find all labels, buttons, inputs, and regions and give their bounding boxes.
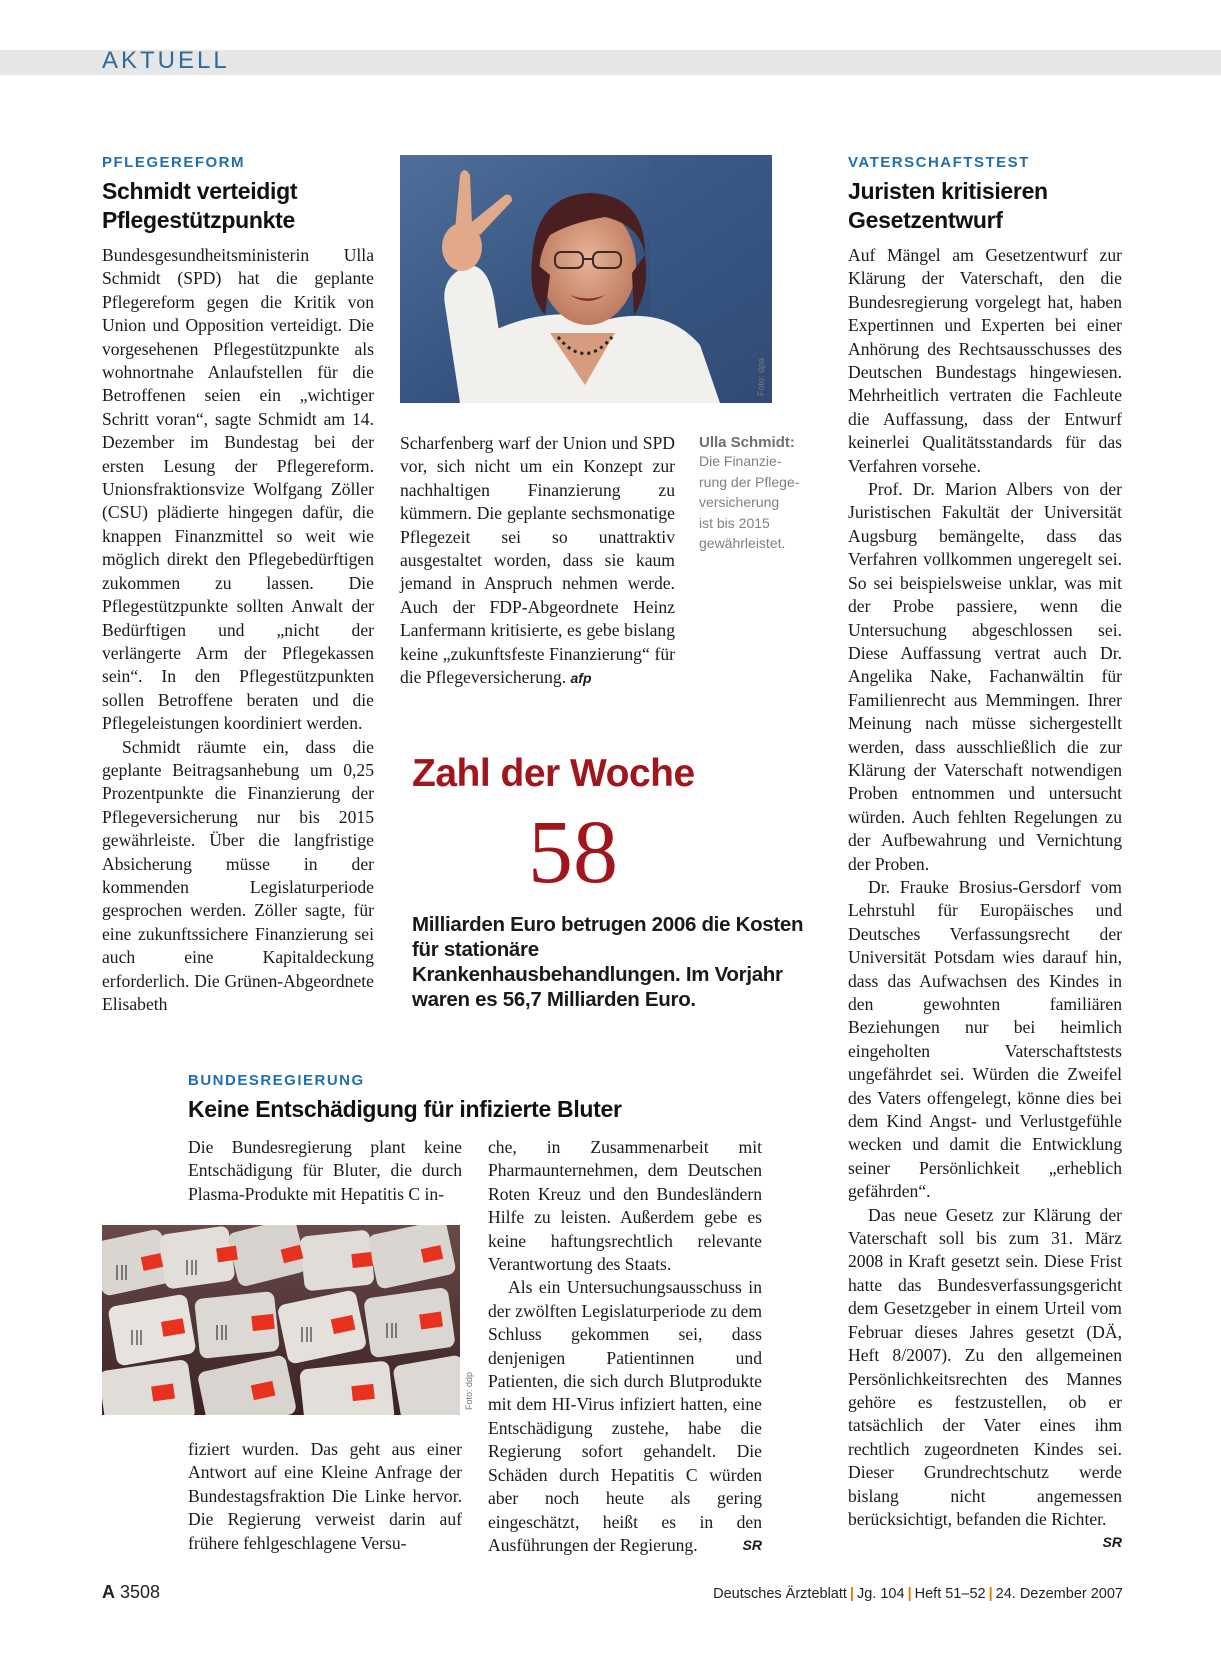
article1-headline: Schmidt verteidigt Pflegestützpunkte — [102, 178, 298, 233]
journal-volume: Jg. 104 — [856, 1586, 905, 1602]
article2-paragraph — [488, 1276, 762, 1557]
article2-paragraph: che, in Zusammenarbeit mit Pharmaunternehmen, dem Deutschen Roten Kreuz und den Bundesländern Hilfe zu leisten. Außerdem gebe es keine haftungsrechtlich relevante Verantwortung des Staats. — [488, 1137, 762, 1275]
article1-column2 — [400, 432, 675, 690]
article1-signature: afp — [570, 670, 592, 687]
issue-date: 24. Dezember 2007 — [995, 1586, 1123, 1602]
publication-info — [713, 1586, 1123, 1602]
photo-credit: Foto: ddp — [464, 1371, 474, 1410]
journal-name: Deutsches Ärzteblatt — [713, 1586, 847, 1602]
article1-paragraph: Bundesgesundheitsministerin Ulla Schmidt (SPD) hat die geplante Pflegereform gegen die Kritik von Union und Opposition verteidigt. Die vorgesehenen Pflegestützpunkte als wohnortnahe Anlaufstellen für die Betroffenen seien ein „wichtiger Schritt voran“, sagte Schmidt am 14. Dezember im Bundestag bei der ersten Lesung der Pflegereform. Unionsfraktionsvize Wolfgang Zöller (CSU) plädierte hingegen dafür, die knappen Finanzmittel so weit wie möglich direkt den Pflegebedürftigen zukommen zu lassen. Die Pflegestützpunkte sollten Anwalt der Bedürftigen und „nicht der verlängerte Arm der Pflegekassen sein“. In den Pflegestützpunkten sollen Betroffene beraten und die Pflegeleistungen koordiniert werden. — [102, 245, 374, 734]
article3-paragraph: Prof. Dr. Marion Albers von der Juristischen Fakultät der Universität Augsburg bemängelte, dass das Verfahren vollkommen ungeregelt sei. So sei beispielsweise unklar, was mit der Probe passiere, wenn die Untersuchung abgeschlossen sei. Diese Auffassung vertrat auch Dr. Angelika Nake, Fachanwältin für Familienrecht aus Memmingen. Ihrer Meinung nach müsse sichergestellt werden, dass ausschließlich die zur Klärung der Vaterschaft notwendigen Proben entnommen und untersucht würden. Auch fehlten Regelungen zu der Aufbewahrung und Vernichtung der Proben. — [848, 479, 1122, 874]
article2-paragraph-text: Als ein Untersuchungsausschuss in der zwölften Legislaturperiode zu dem Schluss gekommen sei, dass denjenigen Patientinnen und Patienten, die sich durch Blutprodukte mit dem HI-Virus infiziert hatten, eine Entschädigung zustehe, habe die Regierung sofort gehandelt. Die Schäden durch Hepatitis C würden aber noch heute als gering eingeschätzt, heißt es in den Ausführungen der Regierung. — [488, 1277, 762, 1555]
article2-paragraph: Die Bundesregierung plant keine Entschädigung für Bluter, die durch Plasma-Produkte mit Hepatitis C in- — [188, 1137, 462, 1204]
article1-paragraph — [400, 432, 675, 690]
article1-paragraph: Schmidt räumte ein, dass die geplante Beitragsanhebung um 0,25 Prozentpunkte die Finanzierung der Pflegeversicherung nur bis 2015 gewährleiste. Über die langfristige Absicherung müsse in der kommenden Legislaturperiode gesprochen werden. Zöller sagte, für eine zukunftssichere Finanzierung sei auch eine Kapitaldeckung erforderlich. Die Grünen-Abgeordnete Elisabeth — [102, 736, 374, 1014]
article2-column2 — [488, 1136, 762, 1557]
article3-paragraph: Dr. Frauke Brosius-Gersdorf vom Lehrstuhl für Europäisches und Deutsches Verfassungsrecht der Universität Potsdam wies darauf hin, dass das Aufwachsen des Kindes in den gewohnten familiären Beziehungen nur bei heimlich eingeholten Vaterschaftstests ungefährdet sei. Würden die Zweifel des Vaters offengelegt, könne dies bei dem Kind Angst- und Verlustgefühle wecken und damit die Entwicklung seiner Persönlichkeit „erheblich gefährden“. — [848, 876, 1122, 1202]
zahl-der-woche-title: Zahl der Woche — [412, 752, 695, 795]
article2-signature: SR — [742, 1536, 762, 1553]
article1-column1 — [102, 244, 374, 1016]
photo-credit: Foto: dpa — [756, 357, 766, 396]
article2-kicker: BUNDESREGIERUNG — [188, 1072, 365, 1089]
footer-separator: | — [907, 1586, 912, 1602]
caption-line: Die Finanzie- — [699, 453, 782, 469]
article3-paragraph: Auf Mängel am Gesetzentwurf zur Klärung der Vaterschaft, den die Bundesregierung vorgelegt hat, haben Expertinnen und Experten bei einer Anhörung des Rechtsausschusses des Deutschen Bundestags hingewiesen. Mehrheitlich vertraten die Fachleute die Auffassung, dass der Entwurf keinerlei Qualitätsstandards für das Verfahren vorsehe. — [848, 245, 1122, 476]
article3-signature: SR — [1102, 1534, 1122, 1551]
caption-line: versicherung — [699, 494, 780, 510]
footer-separator: | — [988, 1586, 993, 1602]
section-label: AKTUELL — [102, 47, 230, 74]
portrait-image — [400, 155, 772, 403]
page-prefix: A — [102, 1582, 115, 1602]
article1-kicker: PFLEGEREFORM — [102, 154, 246, 171]
caption-line: gewährleistet. — [699, 535, 786, 551]
article2-column1-bottom — [188, 1438, 462, 1555]
caption-title: Ulla Schmidt: — [699, 434, 795, 451]
article3-paragraph — [848, 1204, 1122, 1551]
journal-issue: Heft 51–52 — [914, 1586, 986, 1602]
photo-caption — [699, 434, 809, 554]
page-number — [102, 1582, 160, 1603]
caption-line: rung der Pflege- — [699, 473, 800, 490]
article2-headline: Keine Entschädigung für infizierte Bluter — [188, 1096, 622, 1122]
zahl-der-woche-number: 58 — [528, 803, 618, 902]
article2-column1-top — [188, 1136, 462, 1206]
footer-separator: | — [849, 1586, 854, 1602]
article2-paragraph: fiziert wurden. Das geht aus einer Antwort auf eine Kleine Anfrage der Bundestagsfraktion Die Linke hervor. Die Regierung verweist darin auf frühere fehlgeschlagene Versu- — [188, 1439, 462, 1553]
article3-kicker: VATERSCHAFTSTEST — [848, 154, 1030, 171]
article1-paragraph-text: Scharfenberg warf der Union und SPD vor, sich nicht um ein Konzept zur nachhaltigen Finanzierung zu kümmern. Die geplante sechsmonatige Pflegezeit sei so unattraktiv ausgestaltet worden, dass sie kaum jemand in Anspruch nehmen werde. Auch der FDP-Abgeordnete Heinz Lanfermann kritisierte, es gebe bislang keine „zukunftsfeste Finanzierung“ für die Pflegeversicherung. — [400, 433, 675, 688]
article3-paragraph-text: Das neue Gesetz zur Klärung der Vaterschaft soll bis zum 31. März 2008 in Kraft gesetzt sein. Diese Frist hatte das Bundesverfassungsgericht dem Gesetzgeber in einem Urteil vom Februar dieses Jahres gesetzt (DÄ, Heft 8/2007). Zu den allgemeinen Persönlichkeitsrechten des Mannes gehöre es festzustellen, ob er tatsächlich der Vater eines ihm rechtlich zugeordneten Kindes sei. Dieser Grundrechtschutz werde bislang nicht angemessen berücksichtigt, befanden die Richter. — [848, 1204, 1122, 1529]
zahl-der-woche-text: Milliarden Euro betrugen 2006 die Kosten für stationäre Krankenhausbehandlungen. Im Vorjahr waren es 56,7 Milliarden Euro. — [412, 913, 804, 1011]
blood-bags-photo — [102, 1225, 460, 1415]
caption-line: ist bis 2015 — [699, 514, 770, 531]
article3-column — [848, 244, 1122, 1555]
ulla-schmidt-photo — [400, 155, 772, 403]
article3-headline: Juristen kritisieren Gesetzentwurf — [848, 178, 1048, 233]
page-number-value: 3508 — [120, 1582, 161, 1602]
blood-bags-image — [102, 1225, 460, 1415]
